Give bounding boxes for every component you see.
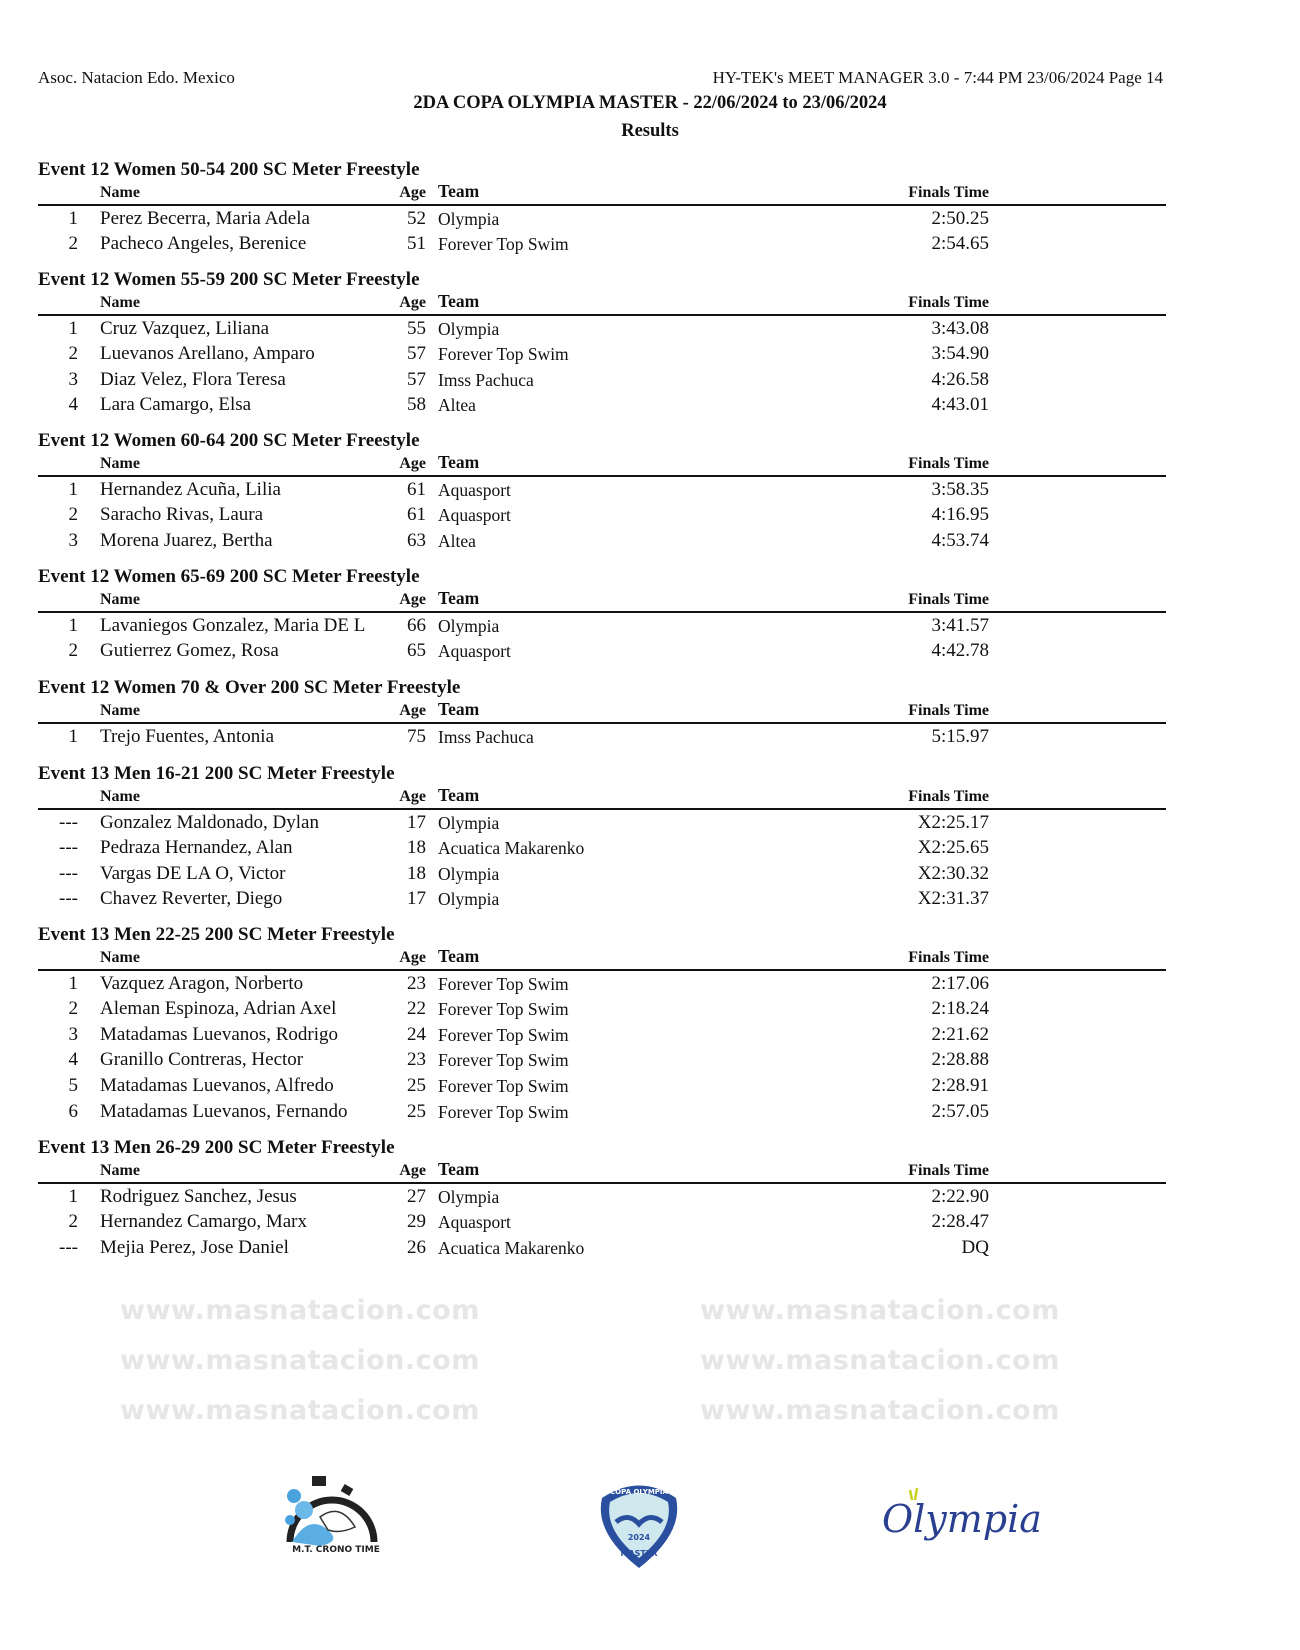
- finals-time: 4:43.01: [931, 394, 989, 416]
- place: ---: [59, 888, 78, 910]
- finals-time: 2:57.05: [931, 1100, 989, 1122]
- column-header-age: Age: [399, 702, 426, 719]
- finals-time: 3:41.57: [931, 614, 989, 636]
- age: 24: [407, 1023, 426, 1045]
- watermark: www.masnatacion.com: [120, 1345, 480, 1376]
- place: 1: [68, 972, 78, 994]
- svg-text:Olympia: Olympia: [882, 1497, 1042, 1541]
- olympia-logo: [880, 1482, 1042, 1552]
- age: 23: [407, 972, 426, 994]
- table-row: [38, 342, 1166, 368]
- table-row: [38, 887, 1166, 913]
- finals-time: X2:25.17: [917, 811, 989, 833]
- table-row: [38, 724, 1166, 750]
- finals-time: 3:54.90: [931, 343, 989, 365]
- table-row: [38, 503, 1166, 529]
- finals-time: X2:30.32: [917, 862, 989, 884]
- place: 2: [68, 343, 78, 365]
- swimmer-name: Hernandez Camargo, Marx: [100, 1211, 307, 1233]
- column-header-row: [38, 700, 1166, 724]
- place: ---: [59, 1236, 78, 1258]
- place: 2: [68, 998, 78, 1020]
- column-header-row: [38, 786, 1166, 810]
- table-row: [38, 1235, 1166, 1261]
- watermark: www.masnatacion.com: [120, 1395, 480, 1426]
- team: Aquasport: [438, 479, 511, 500]
- column-header-team: Team: [438, 1159, 480, 1179]
- place: 3: [68, 368, 78, 390]
- column-header-name: Name: [100, 949, 140, 966]
- column-header-age: Age: [399, 949, 426, 966]
- age: 18: [407, 837, 426, 859]
- place: 1: [68, 1185, 78, 1207]
- table-row: [38, 836, 1166, 862]
- place: 3: [68, 1023, 78, 1045]
- team: Olympia: [438, 863, 500, 884]
- place: 3: [68, 529, 78, 551]
- age: 57: [407, 343, 426, 365]
- column-header-finals-time: Finals Time: [908, 591, 989, 608]
- event-section: [38, 158, 1166, 257]
- column-header-finals-time: Finals Time: [908, 1162, 989, 1179]
- team: Olympia: [438, 208, 500, 229]
- event-title: Event 13 Men 16-21 200 SC Meter Freestyle: [38, 763, 395, 784]
- finals-time: 4:42.78: [931, 640, 989, 662]
- column-header-age: Age: [399, 455, 426, 472]
- team: Forever Top Swim: [438, 1050, 569, 1071]
- table-row: [38, 1184, 1166, 1210]
- column-header-name: Name: [100, 294, 140, 311]
- swimmer-name: Gutierrez Gomez, Rosa: [100, 640, 279, 662]
- finals-time: 3:58.35: [931, 478, 989, 500]
- age: 17: [407, 811, 426, 833]
- swimmer-name: Trejo Fuentes, Antonia: [100, 725, 274, 747]
- table-row: [38, 1099, 1166, 1125]
- column-header-row: [38, 1160, 1166, 1184]
- team: Altea: [438, 530, 476, 551]
- place: 1: [68, 614, 78, 636]
- finals-time: 4:26.58: [931, 368, 989, 390]
- event-section: [38, 762, 1166, 912]
- event-section: [38, 676, 1166, 750]
- age: 61: [407, 504, 426, 526]
- table-row: [38, 1022, 1166, 1048]
- place: 4: [68, 394, 78, 416]
- svg-text:2024: 2024: [627, 1533, 651, 1542]
- table-row: [38, 393, 1166, 419]
- column-header-name: Name: [100, 455, 140, 472]
- swimmer-name: Lavaniegos Gonzalez, Maria DE L: [100, 614, 366, 636]
- finals-time: 5:15.97: [931, 725, 989, 747]
- event-section: [38, 429, 1166, 554]
- column-header-team: Team: [438, 452, 480, 472]
- age: 65: [407, 640, 426, 662]
- column-header-row: [38, 589, 1166, 613]
- team: Forever Top Swim: [438, 973, 569, 994]
- organization-name: Asoc. Natacion Edo. Mexico: [38, 68, 235, 87]
- place: 1: [68, 725, 78, 747]
- watermark: www.masnatacion.com: [700, 1295, 1060, 1326]
- place: 1: [68, 207, 78, 229]
- age: 27: [407, 1185, 426, 1207]
- event-title: Event 12 Women 65-69 200 SC Meter Freestyle: [38, 566, 420, 587]
- team: Forever Top Swim: [438, 1075, 569, 1096]
- column-header-age: Age: [399, 294, 426, 311]
- finals-time: 2:54.65: [931, 233, 989, 255]
- age: 52: [407, 207, 426, 229]
- age: 51: [407, 233, 426, 255]
- table-row: [38, 528, 1166, 554]
- swimmer-name: Hernandez Acuña, Lilia: [100, 478, 281, 500]
- column-header-finals-time: Finals Time: [908, 788, 989, 805]
- swimmer-name: Pacheco Angeles, Berenice: [100, 233, 307, 255]
- column-header-age: Age: [399, 1162, 426, 1179]
- table-row: [38, 367, 1166, 393]
- table-row: [38, 1210, 1166, 1236]
- place: 1: [68, 478, 78, 500]
- swimmer-name: Aleman Espinoza, Adrian Axel: [100, 998, 337, 1020]
- swimmer-name: Lara Camargo, Elsa: [100, 394, 252, 416]
- column-header-name: Name: [100, 788, 140, 805]
- event-section: [38, 1136, 1166, 1261]
- finals-time: 4:53.74: [931, 529, 989, 551]
- column-header-name: Name: [100, 184, 140, 201]
- table-row: [38, 477, 1166, 503]
- swimmer-name: Matadamas Luevanos, Alfredo: [100, 1074, 334, 1096]
- swimmer-name: Matadamas Luevanos, Fernando: [100, 1100, 348, 1122]
- place: 2: [68, 233, 78, 255]
- column-header-team: Team: [438, 588, 480, 608]
- finals-time: 3:43.08: [931, 317, 989, 339]
- swimmer-name: Chavez Reverter, Diego: [100, 888, 283, 910]
- event-title: Event 12 Women 50-54 200 SC Meter Freestyle: [38, 159, 420, 180]
- age: 17: [407, 888, 426, 910]
- place: 6: [68, 1100, 78, 1122]
- event-title: Event 12 Women 70 & Over 200 SC Meter Freestyle: [38, 677, 461, 698]
- place: ---: [59, 862, 78, 884]
- finals-time: X2:31.37: [917, 888, 989, 910]
- column-header-row: [38, 947, 1166, 971]
- age: 26: [407, 1236, 426, 1258]
- column-header-name: Name: [100, 1162, 140, 1179]
- finals-time: 2:21.62: [931, 1023, 989, 1045]
- column-header-age: Age: [399, 591, 426, 608]
- watermark: www.masnatacion.com: [700, 1395, 1060, 1426]
- column-header-team: Team: [438, 946, 480, 966]
- column-header-team: Team: [438, 699, 480, 719]
- finals-time: 2:28.88: [931, 1049, 989, 1071]
- table-row: [38, 613, 1166, 639]
- swimmer-name: Gonzalez Maldonado, Dylan: [100, 811, 319, 833]
- column-header-finals-time: Finals Time: [908, 294, 989, 311]
- age: 25: [407, 1074, 426, 1096]
- column-header-age: Age: [399, 184, 426, 201]
- column-header-team: Team: [438, 181, 480, 201]
- finals-time: X2:25.65: [917, 837, 989, 859]
- copa-olympia-master-logo: [594, 1478, 684, 1570]
- svg-text:M.T. CRONO TIME: M.T. CRONO TIME: [292, 1545, 380, 1555]
- column-header-age: Age: [399, 788, 426, 805]
- column-header-finals-time: Finals Time: [908, 702, 989, 719]
- finals-time: 2:28.91: [931, 1074, 989, 1096]
- swimmer-name: Vargas DE LA O, Victor: [100, 862, 286, 884]
- age: 18: [407, 862, 426, 884]
- place: ---: [59, 811, 78, 833]
- crono-time-logo: [280, 1472, 390, 1554]
- swimmer-name: Mejia Perez, Jose Daniel: [100, 1236, 289, 1258]
- team: Olympia: [438, 812, 500, 833]
- table-row: [38, 1073, 1166, 1099]
- column-header-finals-time: Finals Time: [908, 184, 989, 201]
- team: Forever Top Swim: [438, 234, 569, 255]
- age: 55: [407, 317, 426, 339]
- column-header-finals-time: Finals Time: [908, 949, 989, 966]
- team: Olympia: [438, 615, 500, 636]
- column-header-row: [38, 453, 1166, 477]
- table-row: [38, 316, 1166, 342]
- finals-time: 2:50.25: [931, 207, 989, 229]
- table-row: [38, 639, 1166, 665]
- swimmer-name: Matadamas Luevanos, Rodrigo: [100, 1023, 338, 1045]
- event-title: Event 13 Men 22-25 200 SC Meter Freestyle: [38, 924, 395, 945]
- place: 2: [68, 640, 78, 662]
- table-row: [38, 1048, 1166, 1074]
- team: Altea: [438, 395, 476, 416]
- team: Aquasport: [438, 505, 511, 526]
- event-section: [38, 923, 1166, 1125]
- results-subtitle: Results: [621, 121, 679, 141]
- finals-time: 2:22.90: [931, 1185, 989, 1207]
- age: 66: [407, 614, 426, 636]
- team: Olympia: [438, 1186, 500, 1207]
- finals-time: DQ: [961, 1236, 989, 1258]
- age: 25: [407, 1100, 426, 1122]
- swimmer-name: Rodriguez Sanchez, Jesus: [100, 1185, 297, 1207]
- swimmer-name: Morena Juarez, Bertha: [100, 529, 273, 551]
- swimmer-name: Diaz Velez, Flora Teresa: [100, 368, 286, 390]
- team: Forever Top Swim: [438, 1024, 569, 1045]
- meet-title: 2DA COPA OLYMPIA MASTER - 22/06/2024 to 23/06/2024: [413, 93, 887, 113]
- column-header-name: Name: [100, 702, 140, 719]
- swimmer-name: Perez Becerra, Maria Adela: [100, 207, 310, 229]
- team: Imss Pachuca: [438, 369, 534, 390]
- event-section: [38, 565, 1166, 664]
- swimmer-name: Luevanos Arellano, Amparo: [100, 343, 315, 365]
- age: 75: [407, 725, 426, 747]
- swimmer-name: Vazquez Aragon, Norberto: [100, 972, 304, 994]
- place: 4: [68, 1049, 78, 1071]
- column-header-team: Team: [438, 291, 480, 311]
- table-row: [38, 971, 1166, 997]
- event-title: Event 13 Men 26-29 200 SC Meter Freestyle: [38, 1137, 395, 1158]
- place: 5: [68, 1074, 78, 1096]
- finals-time: 2:17.06: [931, 972, 989, 994]
- place: 2: [68, 504, 78, 526]
- team: Olympia: [438, 889, 500, 910]
- table-row: [38, 810, 1166, 836]
- swimmer-name: Pedraza Hernandez, Alan: [100, 837, 293, 859]
- age: 61: [407, 478, 426, 500]
- table-row: [38, 997, 1166, 1023]
- finals-time: 2:18.24: [931, 998, 989, 1020]
- team: Forever Top Swim: [438, 1101, 569, 1122]
- column-header-team: Team: [438, 785, 480, 805]
- table-row: [38, 861, 1166, 887]
- age: 29: [407, 1211, 426, 1233]
- software-info: HY-TEK's MEET MANAGER 3.0 - 7:44 PM 23/06/2024 Page 14: [712, 68, 1163, 87]
- svg-text:MASTER: MASTER: [620, 1549, 658, 1558]
- age: 22: [407, 998, 426, 1020]
- table-row: [38, 232, 1166, 258]
- column-header-row: [38, 292, 1166, 316]
- event-title: Event 12 Women 55-59 200 SC Meter Freestyle: [38, 269, 420, 290]
- team: Forever Top Swim: [438, 344, 569, 365]
- table-row: [38, 206, 1166, 232]
- finals-time: 2:28.47: [931, 1211, 989, 1233]
- column-header-name: Name: [100, 591, 140, 608]
- place: 1: [68, 317, 78, 339]
- age: 63: [407, 529, 426, 551]
- age: 57: [407, 368, 426, 390]
- column-header-finals-time: Finals Time: [908, 455, 989, 472]
- place: ---: [59, 837, 78, 859]
- team: Imss Pachuca: [438, 726, 534, 747]
- swimmer-name: Saracho Rivas, Laura: [100, 504, 264, 526]
- swimmer-name: Cruz Vazquez, Liliana: [100, 317, 269, 339]
- team: Aquasport: [438, 641, 511, 662]
- team: Forever Top Swim: [438, 999, 569, 1020]
- event-title: Event 12 Women 60-64 200 SC Meter Freestyle: [38, 430, 420, 451]
- age: 23: [407, 1049, 426, 1071]
- swimmer-name: Granillo Contreras, Hector: [100, 1049, 304, 1071]
- team: Olympia: [438, 318, 500, 339]
- watermark: www.masnatacion.com: [120, 1295, 480, 1326]
- finals-time: 4:16.95: [931, 504, 989, 526]
- team: Acuatica Makarenko: [438, 838, 585, 859]
- event-section: [38, 268, 1166, 418]
- watermark: www.masnatacion.com: [700, 1345, 1060, 1376]
- svg-text:COPA OLYMPIA: COPA OLYMPIA: [610, 1488, 668, 1496]
- column-header-row: [38, 182, 1166, 206]
- team: Aquasport: [438, 1212, 511, 1233]
- age: 58: [407, 394, 426, 416]
- team: Acuatica Makarenko: [438, 1237, 585, 1258]
- place: 2: [68, 1211, 78, 1233]
